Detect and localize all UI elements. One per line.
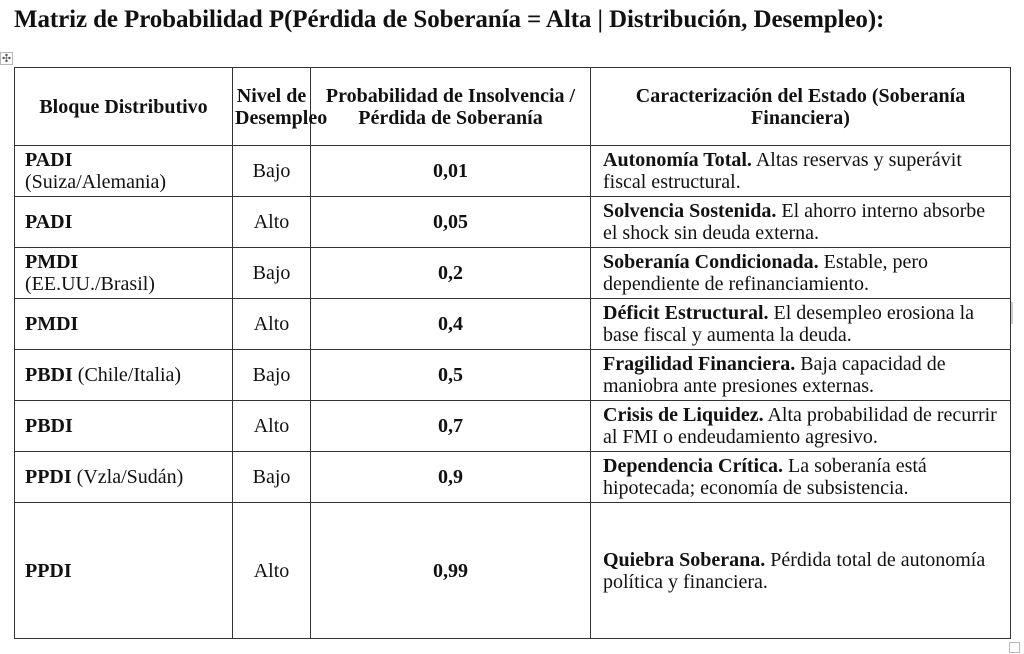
text-cursor-marker [1011, 302, 1013, 324]
estado-description: Pérdida total de autonomía política y financiera. [603, 548, 986, 593]
estado-title: Dependencia Crítica. [603, 455, 783, 477]
cell-nivel-desempleo: Alto [233, 503, 311, 639]
cell-nivel-desempleo: Bajo [233, 248, 311, 299]
bloque-countries: (Suiza/Alemania) [25, 171, 167, 193]
estado-title: Quiebra Soberana. [603, 548, 766, 571]
cell-probabilidad: 0,2 [311, 248, 591, 299]
estado-title: Solvencia Sostenida. [603, 200, 777, 222]
cell-bloque [15, 350, 233, 401]
header-caracterizacion: Caracterización del Estado (Soberanía Financiera) [591, 68, 1011, 146]
estado-description: Altas reservas y superávit fiscal estructural. [603, 149, 962, 193]
estado-title: Déficit Estructural. [603, 302, 769, 324]
cell-nivel-desempleo: Bajo [233, 146, 311, 197]
estado-title: Autonomía Total. [603, 149, 752, 171]
cell-bloque [15, 503, 233, 639]
cell-bloque [15, 248, 233, 299]
cell-bloque [15, 146, 233, 197]
cell-nivel-desempleo: Alto [233, 401, 311, 452]
cell-nivel-desempleo: Alto [233, 197, 311, 248]
bloque-countries: (Vzla/Sudán) [71, 466, 184, 488]
cell-bloque [15, 452, 233, 503]
cell-caracterizacion [591, 248, 1011, 299]
cell-bloque [15, 197, 233, 248]
table-row [15, 350, 1011, 401]
bloque-code: PBDI [25, 364, 73, 386]
header-nivel-desempleo: Nivel de Desempleo [233, 68, 311, 146]
cell-probabilidad: 0,4 [311, 299, 591, 350]
estado-description: El ahorro interno absorbe el shock sin deuda externa. [603, 200, 986, 244]
estado-description: El desempleo erosiona la base fiscal y aumenta la deuda. [603, 302, 975, 346]
table-row [15, 452, 1011, 503]
document-title: Matriz de Probabilidad P(Pérdida de Soberanía = Alta | Distribución, Desempleo): [14, 6, 885, 33]
cell-bloque [15, 401, 233, 452]
table-header-row [15, 68, 1011, 146]
table-row [15, 197, 1011, 248]
cell-nivel-desempleo: Bajo [233, 452, 311, 503]
bloque-code: PMDI [25, 251, 79, 273]
estado-title: Fragilidad Financiera. [603, 353, 796, 375]
bloque-code: PADI [25, 149, 73, 171]
table-row [15, 146, 1011, 197]
cell-nivel-desempleo: Alto [233, 299, 311, 350]
probability-matrix-table [14, 67, 1011, 639]
cell-caracterizacion [591, 197, 1011, 248]
cell-caracterizacion [591, 401, 1011, 452]
cell-probabilidad: 0,01 [311, 146, 591, 197]
estado-description: Alta probabilidad de recurrir al FMI o endeudamiento agresivo. [603, 404, 997, 448]
bloque-code: PADI [25, 211, 73, 233]
bloque-code: PBDI [25, 415, 73, 437]
cell-probabilidad: 0,7 [311, 401, 591, 452]
header-bloque-distributivo: Bloque Distributivo [15, 68, 233, 146]
estado-description: Estable, pero dependiente de refinanciamiento. [603, 251, 929, 295]
cell-caracterizacion [591, 350, 1011, 401]
table-move-handle-icon[interactable]: ✣ [1, 52, 12, 65]
cell-probabilidad: 0,99 [311, 503, 591, 639]
table-row [15, 503, 1011, 639]
table-row [15, 248, 1011, 299]
cell-caracterizacion [591, 299, 1011, 350]
cell-nivel-desempleo: Bajo [233, 350, 311, 401]
estado-description: La soberanía está hipotecada; economía de subsistencia. [603, 455, 927, 499]
cell-probabilidad: 0,9 [311, 452, 591, 503]
bloque-code: PPDI [25, 466, 72, 488]
cell-probabilidad: 0,05 [311, 197, 591, 248]
table-resize-handle-icon[interactable] [1009, 642, 1020, 653]
bloque-code: PMDI [25, 313, 79, 335]
bloque-code: PPDI [25, 559, 72, 582]
table-row [15, 299, 1011, 350]
cell-probabilidad: 0,5 [311, 350, 591, 401]
cell-caracterizacion [591, 503, 1011, 639]
cell-caracterizacion [591, 452, 1011, 503]
bloque-countries: (Chile/Italia) [72, 364, 182, 386]
table-row [15, 401, 1011, 452]
cell-caracterizacion [591, 146, 1011, 197]
estado-title: Soberanía Condicionada. [603, 251, 819, 273]
header-probabilidad: Probabilidad de Insolvencia / Pérdida de Soberanía [311, 68, 591, 146]
estado-title: Crisis de Liquidez. [603, 404, 764, 426]
estado-description: Baja capacidad de maniobra ante presiones externas. [603, 353, 946, 397]
cell-bloque [15, 299, 233, 350]
bloque-countries: (EE.UU./Brasil) [25, 273, 155, 295]
